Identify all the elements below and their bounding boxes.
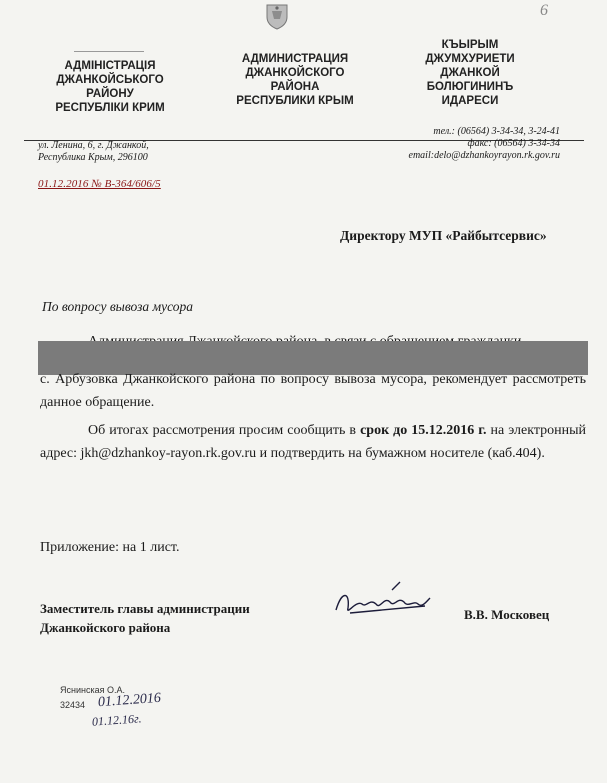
recipient: Директору МУП «Райбытсервис»: [340, 228, 547, 243]
sender-address: ул. Ленина, 6, г. Джанкой, Республика Крым, 296100: [38, 140, 149, 163]
letterhead-crimean-tatar: КЪЫРЫМ ДЖУМХУРИЕТИ ДЖАНКОЙ БОЛЮГИНИНЪ ИДАРЕСИ: [425, 39, 515, 107]
deadline-prefix: Об итогах рассмотрения просим сообщить в: [88, 423, 361, 438]
sender-contacts: тел.: (06564) 3-34-34, 3-24-41 факс: (06564) 3-34-34 email:delo@dzhankoyrayon.rk.gov.ru: [408, 126, 560, 161]
body-paragraph-2: [40, 419, 586, 465]
handwritten-date-2: 01.12.16г.: [91, 711, 142, 729]
coat-of-arms-icon: [264, 2, 290, 30]
deadline-date: срок до 15.12.2016 г.: [360, 423, 487, 438]
executor-info: Яснинская О.А. 32434: [60, 685, 125, 710]
handwritten-signature: [330, 580, 440, 625]
letterhead-russian: АДМИНИСТРАЦИЯ ДЖАНКОЙСКОГО РАЙОНА РЕСПУБЛИКИ КРЫМ: [236, 53, 354, 107]
letterhead-ukrainian: АДМІНІСТРАЦІЯ ДЖАНКОЙСЬКОГО РАЙОНУ РЕСПУБЛІКИ КРИМ: [30, 59, 190, 115]
page-mark: 6: [540, 2, 548, 19]
outgoing-number: 01.12.2016 № В-364/606/5: [38, 178, 161, 190]
signatory-name: В.В. Московец: [464, 607, 550, 622]
handwritten-date-1: 01.12.2016: [97, 690, 162, 711]
body-paragraph-1-rest: с. Арбузовка Джанкойского района по вопросу вывоза мусора, рекомендует рассмотреть данное обращение.: [40, 372, 586, 410]
signatory-title: Заместитель главы администрации Джанкойского района: [40, 601, 250, 635]
attachment-note: Приложение: на 1 лист.: [40, 540, 180, 555]
deadline-suffix: на электронный адрес: jkh@dzhankoy-rayon.rk.gov.ru и подтвердить на бумажном носителе (каб.404).: [40, 423, 587, 461]
subject-line: По вопросу вывоза мусора: [42, 299, 193, 314]
